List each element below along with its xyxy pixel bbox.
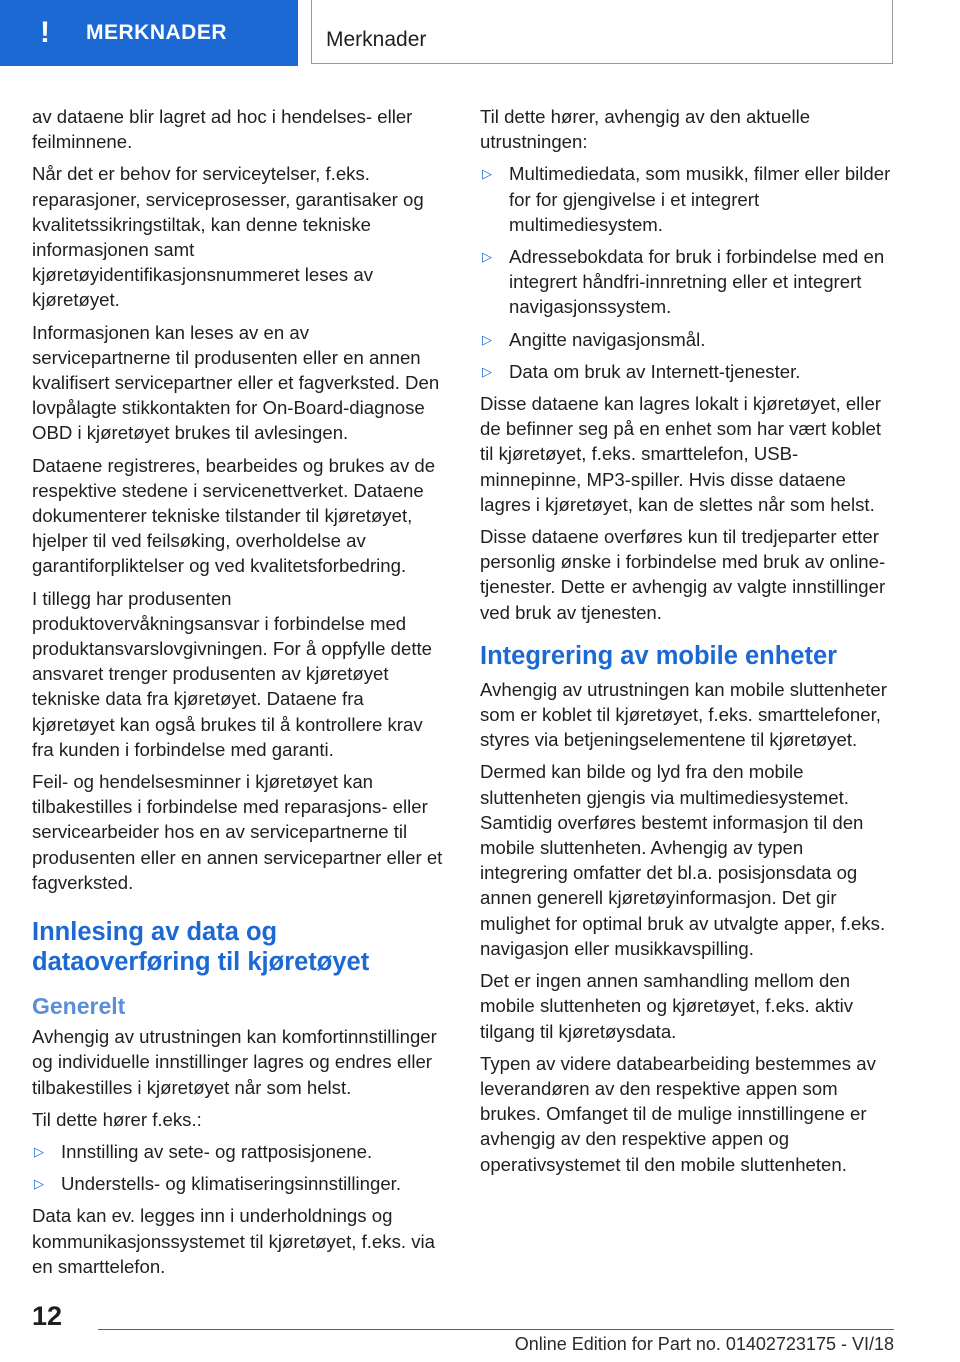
list-item [480,161,896,237]
page-header [0,0,960,66]
page-number: 12 [32,1301,63,1331]
paragraph: Informasjonen kan leses av en av servicepartnerne til produsenten eller en annen kvalifisert servicepartner eller et fagverksted. Den lovpålagte stikkontakten for On-Board-diagnose OBD i kjøretøyet brukes til avlesingen. [32,321,440,444]
list-item [480,359,896,384]
bullet-list [32,1139,447,1196]
paragraph: Når det er behov for serviceytelser, f.eks. reparasjoner, serviceprosesser, garantisaker og kvalitetssikringstiltak, kan denne tekniske informasjonen samt kjøretøyidentifikasjonsnummeret leses av kjøretøyet. [32,163,424,311]
paragraph: Disse dataene overføres kun til tredjeparter etter personlig ønske i forbindelse med bruk av online-tjenester. Dette er avhengig av valgte innstillinger ved bruk av tjenesten. [480,526,886,623]
list-item [480,244,896,320]
triangle-right-outline-icon: ▷ [482,363,492,379]
section-label: MERKNADER [86,21,227,44]
subsection-heading: Generelt [32,993,126,1020]
paragraph: Det er ingen annen samhandling mellom den mobile sluttenheten og kjøretøyet, f.eks. aktiv tilgang til kjøretøysdata. [480,970,854,1042]
list-item-text: Innstilling av sete- og rattposisjonene. [61,1140,373,1162]
paragraph: Data kan ev. legges inn i underholdnings og kommunikasjonssystemet til kjøretøyet, f.eks. via en smarttelefon. [32,1205,435,1277]
list-item-text: Understells- og klimatiseringsinnstillinger. [61,1173,401,1195]
list-item-text: Adressebokdata for bruk i forbindelse med en integrert håndfri-innretning eller et integrert navigasjonssystem. [509,246,885,318]
triangle-right-outline-icon: ▷ [482,166,492,182]
paragraph: Avhengig av utrustningen kan komfortinnstillinger og individuelle innstillinger lagres og endres eller tilbakestilles i kjøretøyet når som helst. [32,1026,437,1098]
paragraph: Dermed kan bilde og lyd fra den mobile sluttenheten gjengis via multimediesystemet. Samtidig overføres bestemt informasjon til den mobile sluttenheten. Avhengig av typen integrering omfatter det bl.a. posisjonsdata og annen generell kjøretøyinformasjon. Det gir mulighet for optimal bruk av utvalgte apper, f.eks. navigasjon eller musikkavspilling. [480,761,886,959]
paragraph: Avhengig av utrustningen kan mobile sluttenheter som er koblet til kjøretøyet, f.eks. smarttelefoner, styres via betjeningselementene til kjøretøyet. [480,678,887,751]
chapter-title: Merknader [326,28,427,51]
section-heading: Integrering av mobile enheter [480,641,838,670]
exclamation-icon: ! [40,16,50,49]
triangle-right-outline-icon: ▷ [482,249,492,265]
list-item [32,1171,447,1196]
list-item-text: Multimediedata, som musikk, filmer eller bilder for for gjengivelse i et integrert multimediesystem. [509,163,891,235]
paragraph: Til dette hører f.eks.: [32,1108,202,1130]
right-column [480,104,896,1184]
left-column [32,104,447,1286]
list-item-text: Angitte navigasjonsmål. [509,328,706,350]
edition-text: Online Edition for Part no. 01402723175 - VI/18 [514,1334,894,1354]
paragraph: Til dette hører, avhengig av den aktuelle utrustningen: [480,106,811,153]
paragraph: I tillegg har produsenten produktovervåkningsansvar i forbindelse med produktansvarslovgivningen. For å oppfylle dette ansvaret trenger produsenten av kjøretøyet tekniske data fra kjøretøyet. Dataene fra kjøretøyet kan også brukes til å kontrollere krav fra kunden i forbindelse med garanti. [32,587,433,760]
section-heading: Innlesing av data og dataoverføring til kjøretøyet [32,918,370,977]
bullet-list [480,161,896,384]
paragraph: Disse dataene kan lagres lokalt i kjøretøyet, eller de befinner seg på en enhet som har vært koblet til kjøretøyet, f.eks. smarttelefon, USB-minnepinne, MP3-spiller. Hvis disse dataene lagres i kjøretøyet, kan de slettes når som helst. [480,393,882,515]
list-item-text: Data om bruk av Internett-tjenester. [509,360,801,382]
paragraph: Typen av videre databearbeiding bestemmes av leverandøren av den respektive appen som brukes. Omfanget til de mulige innstillingene er avhengig av den respektive appen og operativsystemet til den mobile sluttenheten. [480,1052,876,1175]
footer-divider [98,1329,894,1330]
paragraph: av dataene blir lagret ad hoc i hendelses- eller feilminnene. [32,106,413,153]
list-item [480,327,896,352]
triangle-right-outline-icon: ▷ [482,331,492,347]
section-tab [0,0,298,66]
chapter-box [311,0,893,64]
triangle-right-outline-icon: ▷ [34,1143,44,1159]
triangle-right-outline-icon: ▷ [34,1176,44,1192]
list-item [32,1139,447,1164]
paragraph: Dataene registreres, bearbeides og brukes av de respektive stedene i servicenettverket. Dataene dokumenterer tekniske tilstander til kjøretøyet, hjelper til ved feilsøking, overholdelse av garantiforpliktelser og ved kvalitetsforbedring. [32,454,436,577]
paragraph: Feil- og hendelsesminner i kjøretøyet kan tilbakestilles i forbindelse med reparasjons- eller servicearbeider hos en av servicepartnerne til produsenten eller en annen servicepartner eller et fagverksted. [32,771,443,893]
